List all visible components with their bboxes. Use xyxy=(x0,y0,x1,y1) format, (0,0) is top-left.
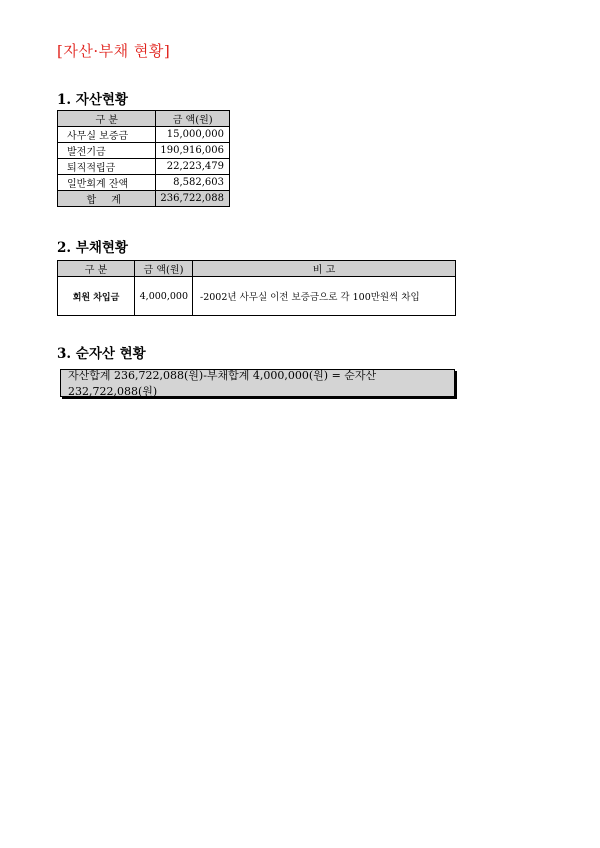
asset-total-amount: 236,722,088 xyxy=(156,191,230,207)
net-assets-summary-text: 자산합계 236,722,088(원)-부채합계 4,000,000(원) = 순자산 232,722,088(원) xyxy=(68,369,377,398)
table-row xyxy=(58,175,230,191)
asset-total-label: 합 계 xyxy=(58,191,156,207)
liability-col-amount: 금 액(원) xyxy=(135,261,193,277)
asset-total-row xyxy=(58,191,230,207)
liability-col-category: 구 분 xyxy=(58,261,135,277)
liability-col-note: 비 고 xyxy=(193,261,456,277)
asset-amount: 15,000,000 xyxy=(156,127,230,143)
net-assets-heading: 3. 순자산 현황 xyxy=(57,346,146,362)
table-row xyxy=(58,143,230,159)
asset-label: 일반회계 잔액 xyxy=(58,175,156,191)
liability-note: -2002년 사무실 이전 보증금으로 각 100만원씩 차입 xyxy=(193,277,456,316)
table-row xyxy=(58,159,230,175)
liability-table-header-row xyxy=(58,261,456,277)
liability-name: 회원 차입금 xyxy=(58,277,135,316)
assets-heading: 1. 자산현황 xyxy=(57,92,128,108)
asset-label: 발전기금 xyxy=(58,143,156,159)
asset-label: 사무실 보증금 xyxy=(58,127,156,143)
asset-amount: 190,916,006 xyxy=(156,143,230,159)
asset-table xyxy=(57,110,230,207)
liability-table xyxy=(57,260,456,316)
asset-col-amount: 금 액(원) xyxy=(156,111,230,127)
asset-col-category: 구 분 xyxy=(58,111,156,127)
liability-amount: 4,000,000 xyxy=(135,277,193,316)
page-title: [자산·부채 현황] xyxy=(57,42,171,60)
liabilities-heading: 2. 부채현황 xyxy=(57,240,128,256)
table-row xyxy=(58,277,456,316)
asset-table-header-row xyxy=(58,111,230,127)
asset-amount: 22,223,479 xyxy=(156,159,230,175)
net-assets-summary-box xyxy=(60,369,455,397)
asset-label: 퇴직적립금 xyxy=(58,159,156,175)
asset-amount: 8,582,603 xyxy=(156,175,230,191)
table-row xyxy=(58,127,230,143)
